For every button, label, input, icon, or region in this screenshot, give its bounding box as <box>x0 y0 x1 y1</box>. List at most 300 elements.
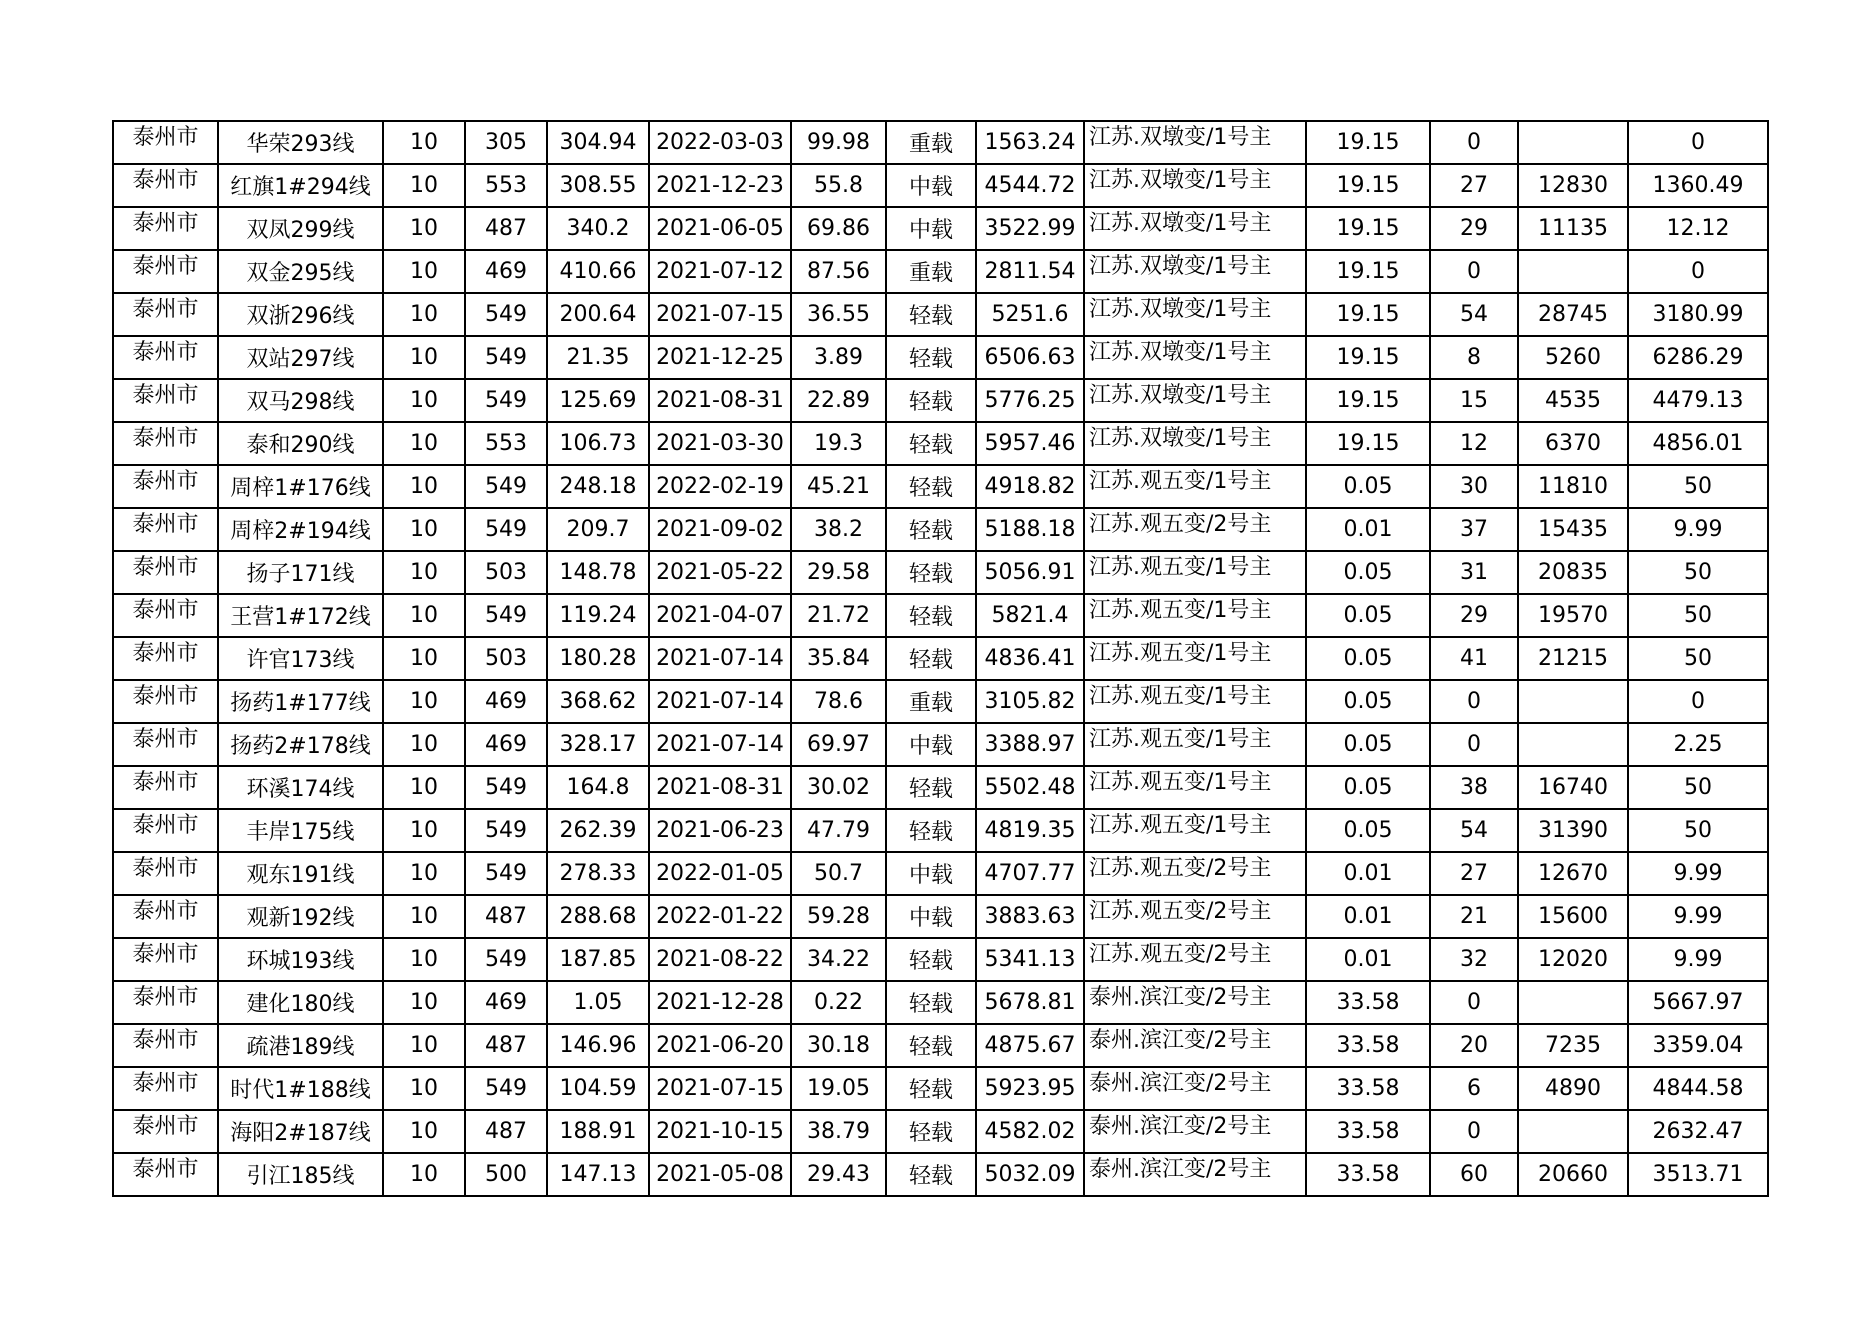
available-cell: 1563.24 <box>976 121 1084 164</box>
available-cell: 4918.82 <box>976 465 1084 508</box>
capacity-cell: 549 <box>465 293 547 336</box>
load-rate-cell: 78.6 <box>791 680 886 723</box>
city-cell: 泰州市 <box>113 723 218 766</box>
city-cell: 泰州市 <box>113 1067 218 1110</box>
table-row <box>113 1153 1768 1196</box>
date-cell: 2021-07-14 <box>649 680 791 723</box>
count-cell: 54 <box>1430 809 1518 852</box>
capacity-cell: 553 <box>465 164 547 207</box>
substation-cell: 江苏.双墩变/1号主 <box>1084 422 1306 465</box>
substation-rate-cell: 19.15 <box>1306 379 1430 422</box>
substation-rate-cell: 0.05 <box>1306 680 1430 723</box>
date-cell: 2021-06-05 <box>649 207 791 250</box>
substation-cell: 江苏.观五变/2号主 <box>1084 508 1306 551</box>
load-cell: 146.96 <box>547 1024 649 1067</box>
line-name-cell: 双凤299线 <box>218 207 383 250</box>
remaining-cell: 9.99 <box>1628 508 1768 551</box>
load-cell: 328.17 <box>547 723 649 766</box>
substation-cell: 江苏.双墩变/1号主 <box>1084 379 1306 422</box>
table-row <box>113 207 1768 250</box>
voltage-cell: 10 <box>383 379 465 422</box>
load-rate-cell: 87.56 <box>791 250 886 293</box>
city-cell: 泰州市 <box>113 594 218 637</box>
quantity-cell: 21215 <box>1518 637 1628 680</box>
count-cell: 27 <box>1430 164 1518 207</box>
quantity-cell: 15600 <box>1518 895 1628 938</box>
load-cell: 180.28 <box>547 637 649 680</box>
substation-rate-cell: 0.05 <box>1306 594 1430 637</box>
line-name-cell: 扬药2#178线 <box>218 723 383 766</box>
line-name-cell: 丰岸175线 <box>218 809 383 852</box>
table-row <box>113 895 1768 938</box>
count-cell: 15 <box>1430 379 1518 422</box>
load-cell: 147.13 <box>547 1153 649 1196</box>
date-cell: 2021-12-23 <box>649 164 791 207</box>
table-row <box>113 1067 1768 1110</box>
available-cell: 5678.81 <box>976 981 1084 1024</box>
city-cell: 泰州市 <box>113 938 218 981</box>
quantity-cell: 12670 <box>1518 852 1628 895</box>
city-cell: 泰州市 <box>113 1153 218 1196</box>
table-row <box>113 379 1768 422</box>
load-rate-cell: 59.28 <box>791 895 886 938</box>
load-rate-cell: 19.3 <box>791 422 886 465</box>
quantity-cell: 31390 <box>1518 809 1628 852</box>
load-rate-cell: 30.18 <box>791 1024 886 1067</box>
remaining-cell: 50 <box>1628 766 1768 809</box>
load-status-cell: 轻载 <box>886 379 976 422</box>
line-name-cell: 双马298线 <box>218 379 383 422</box>
load-rate-cell: 38.79 <box>791 1110 886 1153</box>
substation-rate-cell: 19.15 <box>1306 422 1430 465</box>
load-cell: 106.73 <box>547 422 649 465</box>
count-cell: 0 <box>1430 121 1518 164</box>
load-status-cell: 轻载 <box>886 293 976 336</box>
substation-cell: 江苏.双墩变/1号主 <box>1084 293 1306 336</box>
substation-rate-cell: 19.15 <box>1306 293 1430 336</box>
load-rate-cell: 35.84 <box>791 637 886 680</box>
table-row <box>113 336 1768 379</box>
count-cell: 37 <box>1430 508 1518 551</box>
date-cell: 2021-05-08 <box>649 1153 791 1196</box>
table-row <box>113 551 1768 594</box>
table-row <box>113 723 1768 766</box>
city-cell: 泰州市 <box>113 508 218 551</box>
remaining-cell: 0 <box>1628 250 1768 293</box>
count-cell: 30 <box>1430 465 1518 508</box>
date-cell: 2021-06-20 <box>649 1024 791 1067</box>
substation-cell: 泰州.滨江变/2号主 <box>1084 1110 1306 1153</box>
date-cell: 2022-01-22 <box>649 895 791 938</box>
remaining-cell: 2.25 <box>1628 723 1768 766</box>
substation-cell: 泰州.滨江变/2号主 <box>1084 1153 1306 1196</box>
load-rate-cell: 36.55 <box>791 293 886 336</box>
count-cell: 32 <box>1430 938 1518 981</box>
substation-rate-cell: 19.15 <box>1306 250 1430 293</box>
load-status-cell: 轻载 <box>886 1024 976 1067</box>
table-row <box>113 1024 1768 1067</box>
load-cell: 248.18 <box>547 465 649 508</box>
available-cell: 3388.97 <box>976 723 1084 766</box>
load-cell: 125.69 <box>547 379 649 422</box>
substation-cell: 江苏.双墩变/1号主 <box>1084 250 1306 293</box>
substation-cell: 江苏.观五变/1号主 <box>1084 465 1306 508</box>
load-status-cell: 中载 <box>886 723 976 766</box>
city-cell: 泰州市 <box>113 293 218 336</box>
table-row <box>113 594 1768 637</box>
count-cell: 60 <box>1430 1153 1518 1196</box>
available-cell: 4544.72 <box>976 164 1084 207</box>
count-cell: 38 <box>1430 766 1518 809</box>
remaining-cell: 0 <box>1628 680 1768 723</box>
line-name-cell: 双金295线 <box>218 250 383 293</box>
capacity-cell: 549 <box>465 336 547 379</box>
load-rate-cell: 34.22 <box>791 938 886 981</box>
substation-rate-cell: 0.05 <box>1306 465 1430 508</box>
date-cell: 2021-06-23 <box>649 809 791 852</box>
available-cell: 5032.09 <box>976 1153 1084 1196</box>
substation-rate-cell: 19.15 <box>1306 121 1430 164</box>
capacity-cell: 487 <box>465 207 547 250</box>
remaining-cell: 50 <box>1628 594 1768 637</box>
quantity-cell <box>1518 723 1628 766</box>
capacity-cell: 549 <box>465 852 547 895</box>
substation-rate-cell: 19.15 <box>1306 336 1430 379</box>
remaining-cell: 1360.49 <box>1628 164 1768 207</box>
substation-rate-cell: 0.01 <box>1306 895 1430 938</box>
substation-cell: 江苏.观五变/1号主 <box>1084 551 1306 594</box>
substation-cell: 江苏.观五变/2号主 <box>1084 938 1306 981</box>
city-cell: 泰州市 <box>113 637 218 680</box>
load-cell: 119.24 <box>547 594 649 637</box>
voltage-cell: 10 <box>383 121 465 164</box>
quantity-cell <box>1518 1110 1628 1153</box>
voltage-cell: 10 <box>383 852 465 895</box>
load-cell: 104.59 <box>547 1067 649 1110</box>
line-name-cell: 华荣293线 <box>218 121 383 164</box>
load-rate-cell: 99.98 <box>791 121 886 164</box>
line-name-cell: 周梓2#194线 <box>218 508 383 551</box>
available-cell: 3522.99 <box>976 207 1084 250</box>
city-cell: 泰州市 <box>113 1110 218 1153</box>
load-status-cell: 重载 <box>886 680 976 723</box>
substation-rate-cell: 0.05 <box>1306 766 1430 809</box>
city-cell: 泰州市 <box>113 895 218 938</box>
city-cell: 泰州市 <box>113 379 218 422</box>
remaining-cell: 50 <box>1628 809 1768 852</box>
voltage-cell: 10 <box>383 680 465 723</box>
table-row <box>113 293 1768 336</box>
load-rate-cell: 3.89 <box>791 336 886 379</box>
substation-cell: 江苏.双墩变/1号主 <box>1084 207 1306 250</box>
load-rate-cell: 21.72 <box>791 594 886 637</box>
date-cell: 2021-07-15 <box>649 293 791 336</box>
quantity-cell <box>1518 250 1628 293</box>
line-name-cell: 许官173线 <box>218 637 383 680</box>
capacity-cell: 469 <box>465 250 547 293</box>
remaining-cell: 5667.97 <box>1628 981 1768 1024</box>
remaining-cell: 4856.01 <box>1628 422 1768 465</box>
substation-rate-cell: 0.01 <box>1306 852 1430 895</box>
load-status-cell: 轻载 <box>886 422 976 465</box>
capacity-cell: 549 <box>465 938 547 981</box>
load-cell: 288.68 <box>547 895 649 938</box>
capacity-cell: 549 <box>465 508 547 551</box>
quantity-cell: 20660 <box>1518 1153 1628 1196</box>
date-cell: 2022-01-05 <box>649 852 791 895</box>
remaining-cell: 3359.04 <box>1628 1024 1768 1067</box>
city-cell: 泰州市 <box>113 766 218 809</box>
count-cell: 6 <box>1430 1067 1518 1110</box>
line-name-cell: 双站297线 <box>218 336 383 379</box>
line-name-cell: 王营1#172线 <box>218 594 383 637</box>
table-row <box>113 981 1768 1024</box>
quantity-cell: 11135 <box>1518 207 1628 250</box>
remaining-cell: 9.99 <box>1628 938 1768 981</box>
city-cell: 泰州市 <box>113 680 218 723</box>
substation-rate-cell: 33.58 <box>1306 981 1430 1024</box>
date-cell: 2021-07-15 <box>649 1067 791 1110</box>
load-rate-cell: 69.86 <box>791 207 886 250</box>
quantity-cell: 28745 <box>1518 293 1628 336</box>
count-cell: 21 <box>1430 895 1518 938</box>
capacity-cell: 549 <box>465 1067 547 1110</box>
table-row <box>113 121 1768 164</box>
load-status-cell: 轻载 <box>886 637 976 680</box>
capacity-cell: 469 <box>465 723 547 766</box>
voltage-cell: 10 <box>383 1153 465 1196</box>
line-name-cell: 扬药1#177线 <box>218 680 383 723</box>
load-status-cell: 轻载 <box>886 938 976 981</box>
load-status-cell: 重载 <box>886 121 976 164</box>
date-cell: 2021-05-22 <box>649 551 791 594</box>
count-cell: 0 <box>1430 680 1518 723</box>
quantity-cell <box>1518 121 1628 164</box>
load-status-cell: 轻载 <box>886 981 976 1024</box>
available-cell: 3883.63 <box>976 895 1084 938</box>
load-status-cell: 中载 <box>886 895 976 938</box>
substation-rate-cell: 33.58 <box>1306 1067 1430 1110</box>
voltage-cell: 10 <box>383 164 465 207</box>
quantity-cell: 4890 <box>1518 1067 1628 1110</box>
substation-rate-cell: 0.05 <box>1306 551 1430 594</box>
count-cell: 27 <box>1430 852 1518 895</box>
city-cell: 泰州市 <box>113 852 218 895</box>
load-status-cell: 中载 <box>886 852 976 895</box>
capacity-cell: 503 <box>465 551 547 594</box>
city-cell: 泰州市 <box>113 207 218 250</box>
substation-rate-cell: 19.15 <box>1306 207 1430 250</box>
city-cell: 泰州市 <box>113 336 218 379</box>
substation-rate-cell: 33.58 <box>1306 1110 1430 1153</box>
capacity-cell: 549 <box>465 594 547 637</box>
city-cell: 泰州市 <box>113 809 218 852</box>
load-cell: 262.39 <box>547 809 649 852</box>
line-name-cell: 周梓1#176线 <box>218 465 383 508</box>
load-status-cell: 轻载 <box>886 766 976 809</box>
substation-cell: 江苏.观五变/1号主 <box>1084 723 1306 766</box>
load-rate-cell: 45.21 <box>791 465 886 508</box>
line-name-cell: 引江185线 <box>218 1153 383 1196</box>
capacity-cell: 503 <box>465 637 547 680</box>
load-status-cell: 中载 <box>886 207 976 250</box>
date-cell: 2021-07-14 <box>649 637 791 680</box>
quantity-cell: 6370 <box>1518 422 1628 465</box>
available-cell: 5251.6 <box>976 293 1084 336</box>
count-cell: 20 <box>1430 1024 1518 1067</box>
city-cell: 泰州市 <box>113 121 218 164</box>
available-cell: 5341.13 <box>976 938 1084 981</box>
available-cell: 6506.63 <box>976 336 1084 379</box>
voltage-cell: 10 <box>383 465 465 508</box>
voltage-cell: 10 <box>383 723 465 766</box>
quantity-cell: 20835 <box>1518 551 1628 594</box>
substation-cell: 江苏.观五变/1号主 <box>1084 680 1306 723</box>
count-cell: 0 <box>1430 981 1518 1024</box>
substation-cell: 江苏.观五变/1号主 <box>1084 594 1306 637</box>
table-row <box>113 1110 1768 1153</box>
table-row <box>113 680 1768 723</box>
count-cell: 0 <box>1430 250 1518 293</box>
available-cell: 4836.41 <box>976 637 1084 680</box>
voltage-cell: 10 <box>383 938 465 981</box>
remaining-cell: 50 <box>1628 637 1768 680</box>
load-rate-cell: 29.58 <box>791 551 886 594</box>
available-cell: 4582.02 <box>976 1110 1084 1153</box>
city-cell: 泰州市 <box>113 465 218 508</box>
load-rate-cell: 47.79 <box>791 809 886 852</box>
load-rate-cell: 50.7 <box>791 852 886 895</box>
substation-cell: 江苏.观五变/2号主 <box>1084 852 1306 895</box>
data-table <box>112 120 1769 1197</box>
voltage-cell: 10 <box>383 1024 465 1067</box>
available-cell: 5188.18 <box>976 508 1084 551</box>
load-status-cell: 轻载 <box>886 1067 976 1110</box>
load-rate-cell: 29.43 <box>791 1153 886 1196</box>
available-cell: 2811.54 <box>976 250 1084 293</box>
substation-cell: 泰州.滨江变/2号主 <box>1084 981 1306 1024</box>
quantity-cell: 15435 <box>1518 508 1628 551</box>
load-cell: 368.62 <box>547 680 649 723</box>
load-cell: 148.78 <box>547 551 649 594</box>
remaining-cell: 0 <box>1628 121 1768 164</box>
voltage-cell: 10 <box>383 809 465 852</box>
available-cell: 4875.67 <box>976 1024 1084 1067</box>
date-cell: 2022-02-19 <box>649 465 791 508</box>
load-rate-cell: 19.05 <box>791 1067 886 1110</box>
capacity-cell: 487 <box>465 1110 547 1153</box>
date-cell: 2021-09-02 <box>649 508 791 551</box>
voltage-cell: 10 <box>383 422 465 465</box>
available-cell: 5821.4 <box>976 594 1084 637</box>
count-cell: 29 <box>1430 594 1518 637</box>
capacity-cell: 487 <box>465 1024 547 1067</box>
count-cell: 8 <box>1430 336 1518 379</box>
count-cell: 41 <box>1430 637 1518 680</box>
voltage-cell: 10 <box>383 207 465 250</box>
table-row <box>113 766 1768 809</box>
quantity-cell: 12830 <box>1518 164 1628 207</box>
quantity-cell: 4535 <box>1518 379 1628 422</box>
load-cell: 164.8 <box>547 766 649 809</box>
substation-rate-cell: 0.05 <box>1306 723 1430 766</box>
quantity-cell: 16740 <box>1518 766 1628 809</box>
available-cell: 5923.95 <box>976 1067 1084 1110</box>
substation-rate-cell: 33.58 <box>1306 1024 1430 1067</box>
load-status-cell: 轻载 <box>886 594 976 637</box>
line-name-cell: 海阳2#187线 <box>218 1110 383 1153</box>
quantity-cell <box>1518 680 1628 723</box>
table-row <box>113 852 1768 895</box>
available-cell: 5502.48 <box>976 766 1084 809</box>
table-body <box>113 121 1768 1196</box>
substation-cell: 江苏.观五变/1号主 <box>1084 809 1306 852</box>
city-cell: 泰州市 <box>113 164 218 207</box>
load-status-cell: 轻载 <box>886 1153 976 1196</box>
city-cell: 泰州市 <box>113 551 218 594</box>
voltage-cell: 10 <box>383 594 465 637</box>
load-status-cell: 轻载 <box>886 809 976 852</box>
substation-rate-cell: 0.05 <box>1306 637 1430 680</box>
remaining-cell: 9.99 <box>1628 895 1768 938</box>
voltage-cell: 10 <box>383 336 465 379</box>
load-rate-cell: 0.22 <box>791 981 886 1024</box>
voltage-cell: 10 <box>383 293 465 336</box>
substation-cell: 江苏.观五变/1号主 <box>1084 766 1306 809</box>
table-row <box>113 250 1768 293</box>
remaining-cell: 2632.47 <box>1628 1110 1768 1153</box>
voltage-cell: 10 <box>383 1110 465 1153</box>
line-name-cell: 环城193线 <box>218 938 383 981</box>
load-cell: 304.94 <box>547 121 649 164</box>
capacity-cell: 549 <box>465 809 547 852</box>
quantity-cell: 19570 <box>1518 594 1628 637</box>
voltage-cell: 10 <box>383 981 465 1024</box>
city-cell: 泰州市 <box>113 422 218 465</box>
remaining-cell: 12.12 <box>1628 207 1768 250</box>
line-name-cell: 红旗1#294线 <box>218 164 383 207</box>
load-cell: 278.33 <box>547 852 649 895</box>
load-status-cell: 轻载 <box>886 508 976 551</box>
table-row <box>113 164 1768 207</box>
quantity-cell: 7235 <box>1518 1024 1628 1067</box>
date-cell: 2021-12-28 <box>649 981 791 1024</box>
capacity-cell: 487 <box>465 895 547 938</box>
date-cell: 2021-08-22 <box>649 938 791 981</box>
count-cell: 29 <box>1430 207 1518 250</box>
date-cell: 2022-03-03 <box>649 121 791 164</box>
available-cell: 3105.82 <box>976 680 1084 723</box>
capacity-cell: 553 <box>465 422 547 465</box>
table-row <box>113 508 1768 551</box>
substation-cell: 江苏.观五变/1号主 <box>1084 637 1306 680</box>
substation-cell: 江苏.双墩变/1号主 <box>1084 164 1306 207</box>
voltage-cell: 10 <box>383 250 465 293</box>
load-cell: 340.2 <box>547 207 649 250</box>
voltage-cell: 10 <box>383 766 465 809</box>
date-cell: 2021-07-12 <box>649 250 791 293</box>
remaining-cell: 3180.99 <box>1628 293 1768 336</box>
load-status-cell: 轻载 <box>886 336 976 379</box>
quantity-cell: 12020 <box>1518 938 1628 981</box>
substation-cell: 江苏.双墩变/1号主 <box>1084 336 1306 379</box>
line-name-cell: 观东191线 <box>218 852 383 895</box>
line-name-cell: 双浙296线 <box>218 293 383 336</box>
remaining-cell: 4479.13 <box>1628 379 1768 422</box>
count-cell: 54 <box>1430 293 1518 336</box>
substation-rate-cell: 0.01 <box>1306 938 1430 981</box>
substation-rate-cell: 0.01 <box>1306 508 1430 551</box>
